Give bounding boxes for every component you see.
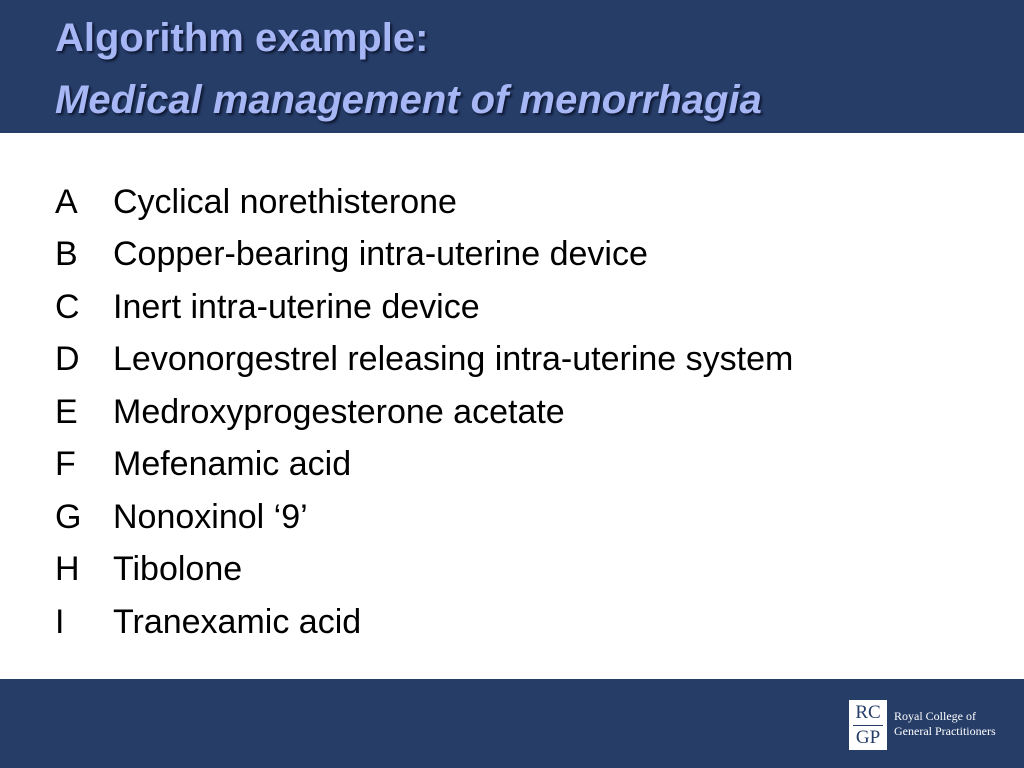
option-letter: A <box>55 182 78 221</box>
option-item <box>55 439 793 492</box>
option-item <box>55 281 793 334</box>
option-item <box>55 229 793 282</box>
option-letter: F <box>55 445 76 484</box>
option-item <box>55 544 793 597</box>
logo-letters-bottom: GP <box>855 726 881 748</box>
rcgp-logo <box>849 700 887 750</box>
option-letter: B <box>55 235 78 274</box>
option-item <box>55 596 793 649</box>
option-text: Cyclical norethisterone <box>113 182 457 221</box>
organization-name-line2: General Practitioners <box>894 724 996 738</box>
answer-options-list <box>55 176 793 649</box>
option-item <box>55 334 793 387</box>
option-item <box>55 176 793 229</box>
option-letter: I <box>55 602 65 641</box>
slide-title: Algorithm example: <box>55 16 429 60</box>
option-text: Inert intra-uterine device <box>113 287 480 326</box>
option-letter: H <box>55 550 80 589</box>
option-letter: G <box>55 497 82 536</box>
option-text: Mefenamic acid <box>113 445 352 484</box>
option-letter: D <box>55 340 80 379</box>
organization-name <box>894 709 996 739</box>
option-text: Tranexamic acid <box>113 602 362 641</box>
option-text: Nonoxinol ‘9’ <box>113 497 308 536</box>
title-bar <box>0 0 1024 133</box>
option-text: Medroxyprogesterone acetate <box>113 392 565 431</box>
option-text: Levonorgestrel releasing intra-uterine system <box>113 340 794 379</box>
option-letter: E <box>55 392 78 431</box>
option-text: Copper-bearing intra-uterine device <box>113 235 648 274</box>
logo-letters-top: RC <box>855 701 881 723</box>
option-item <box>55 386 793 439</box>
option-letter: C <box>55 287 80 326</box>
organization-name-line1: Royal College of <box>894 709 976 723</box>
option-item <box>55 491 793 544</box>
logo-divider <box>853 725 883 726</box>
option-text: Tibolone <box>113 550 243 589</box>
slide-subtitle: Medical management of menorrhagia <box>55 78 762 122</box>
